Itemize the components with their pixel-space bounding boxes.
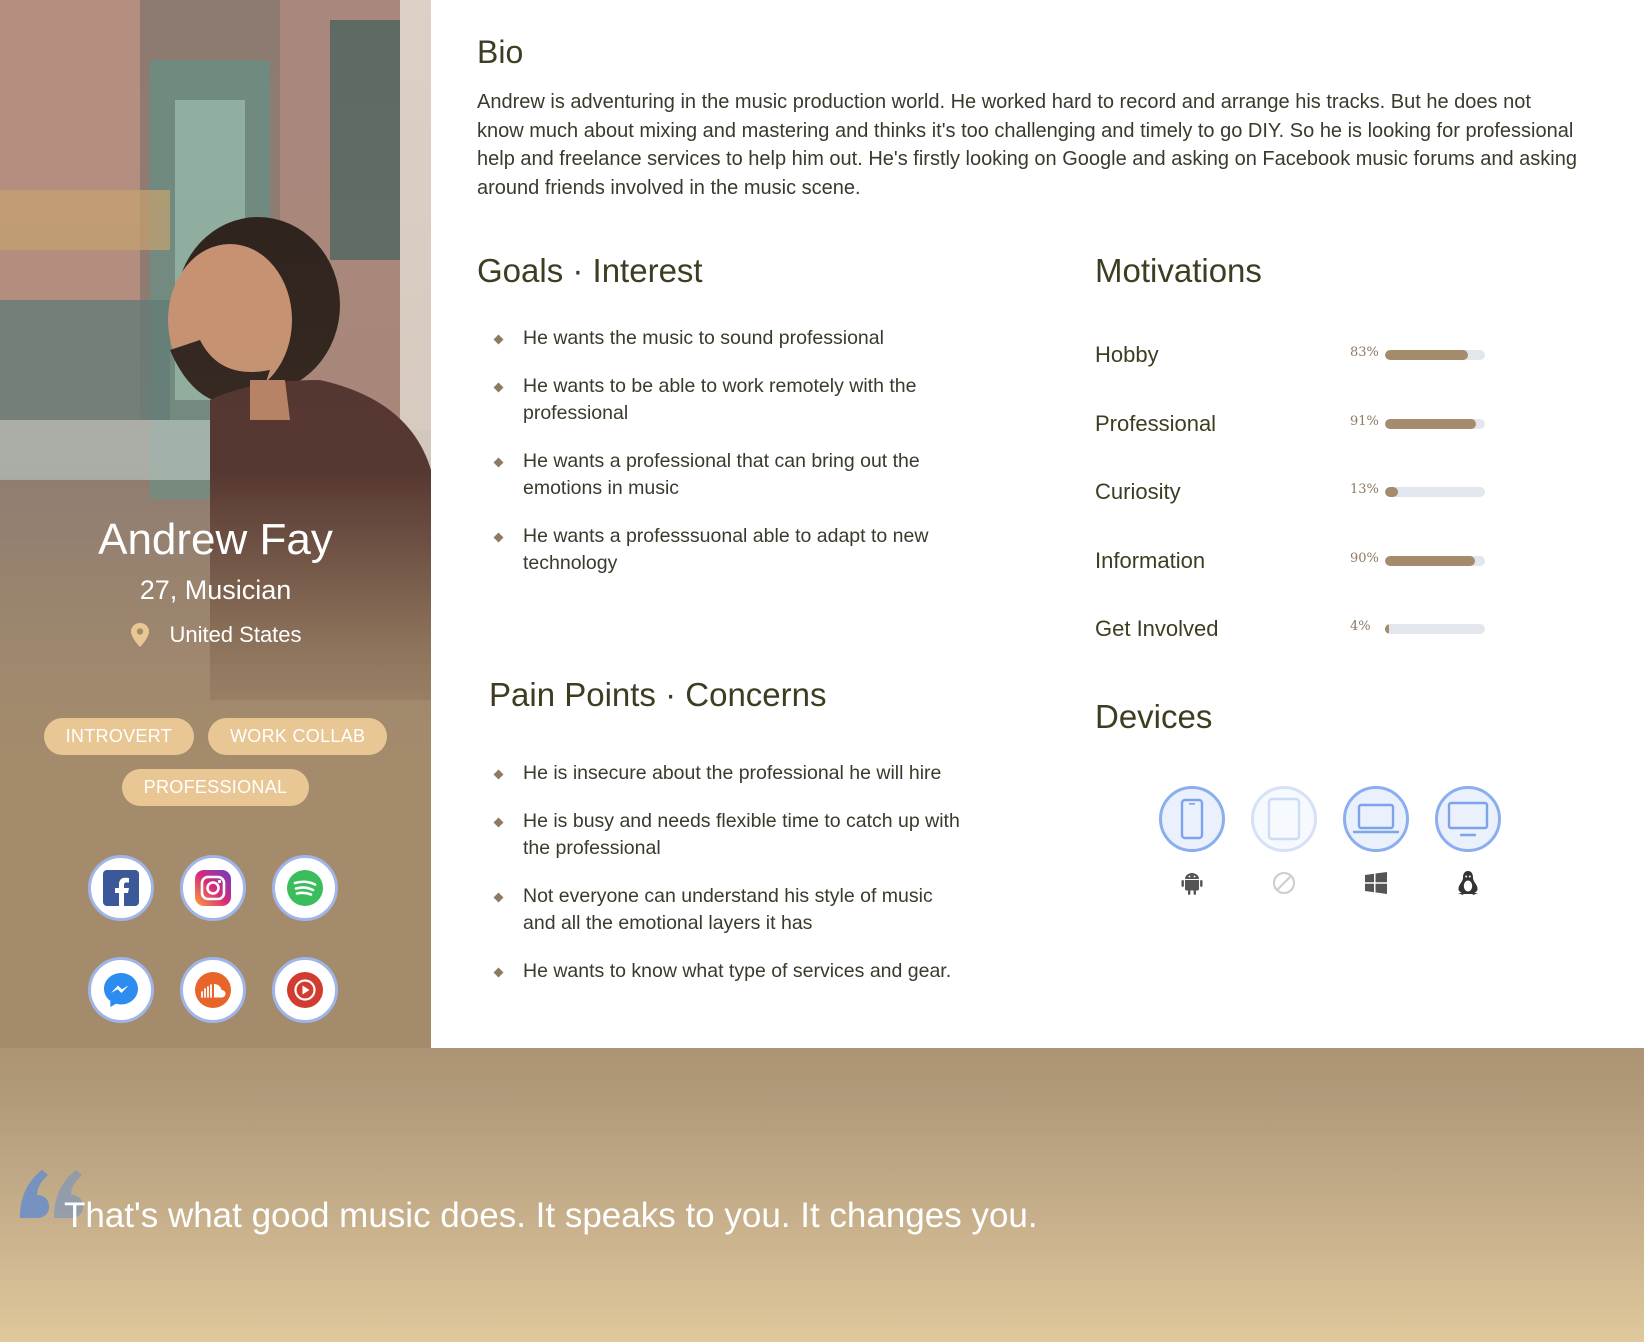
soundcloud-icon[interactable] bbox=[180, 957, 246, 1023]
motivation-label: Get Involved bbox=[1095, 616, 1219, 641]
motivation-row bbox=[1095, 336, 1515, 405]
android-icon bbox=[1159, 866, 1225, 900]
motivation-bar-fill bbox=[1385, 487, 1398, 497]
instagram-icon[interactable] bbox=[180, 855, 246, 921]
persona-quote: That's what good music does. It speaks to you. It changes you. bbox=[64, 1196, 1038, 1235]
motivation-row bbox=[1095, 405, 1515, 474]
goals-heading: Goals · Interest bbox=[477, 252, 703, 289]
motivation-percent: 13% bbox=[1350, 482, 1379, 497]
list-item: He wants to be able to work remotely with the professional bbox=[493, 373, 963, 427]
motivation-bar-fill bbox=[1385, 624, 1389, 634]
location-pin-icon bbox=[129, 622, 151, 648]
motivation-row bbox=[1095, 610, 1515, 679]
bio-text: Andrew is adventuring in the music production world. He worked hard to record and arrange his tracks. But he does not know much about mixing and mastering and thinks it's too challenging and timely to go DIY. So he is looking for professional help and freelance services to help him out. He's firstly looking on Google and asking on Facebook music forums and asking around friends involved in the music scene. bbox=[477, 91, 1577, 199]
location-label: United States bbox=[169, 622, 302, 647]
motivation-bar bbox=[1385, 624, 1485, 634]
persona-location bbox=[0, 622, 431, 648]
youtube-icon[interactable] bbox=[272, 957, 338, 1023]
pain-points-list bbox=[493, 760, 963, 1006]
tag-work-collab: WORK COLLAB bbox=[208, 718, 387, 755]
facebook-icon[interactable] bbox=[88, 855, 154, 921]
persona-name: Andrew Fay bbox=[98, 515, 333, 564]
persona-details-card bbox=[431, 0, 1644, 1048]
phone-icon bbox=[1159, 786, 1225, 852]
motivation-label: Curiosity bbox=[1095, 479, 1181, 504]
bio-heading: Bio bbox=[477, 34, 524, 70]
laptop-icon bbox=[1343, 786, 1409, 852]
motivation-bar bbox=[1385, 350, 1485, 360]
motivation-label: Hobby bbox=[1095, 342, 1159, 367]
motivation-percent: 4% bbox=[1350, 619, 1371, 634]
spotify-icon[interactable] bbox=[272, 855, 338, 921]
list-item: He wants a professsuonal able to adapt to new technology bbox=[493, 523, 963, 577]
messenger-icon[interactable] bbox=[88, 957, 154, 1023]
motivation-percent: 90% bbox=[1350, 550, 1379, 566]
not-available-icon bbox=[1251, 866, 1317, 900]
motivations-list bbox=[1095, 336, 1515, 679]
motivation-bar-fill bbox=[1385, 419, 1476, 429]
tag-professional: PROFESSIONAL bbox=[122, 769, 310, 806]
motivation-percent: 91% bbox=[1350, 413, 1379, 429]
motivation-bar bbox=[1385, 419, 1485, 429]
tag-introvert: INTROVERT bbox=[44, 718, 194, 755]
list-item: He is insecure about the professional he will hire bbox=[493, 760, 963, 787]
list-item: He is busy and needs flexible time to catch up with the professional bbox=[493, 808, 963, 862]
trait-tags bbox=[24, 718, 407, 806]
windows-icon bbox=[1343, 866, 1409, 900]
motivation-bar bbox=[1385, 487, 1485, 497]
devices-grid bbox=[1159, 786, 1501, 900]
list-item: He wants the music to sound professional bbox=[493, 325, 963, 352]
motivation-label: Information bbox=[1095, 547, 1206, 573]
desktop-icon bbox=[1435, 786, 1501, 852]
social-links bbox=[88, 855, 348, 1023]
motivation-label: Professional bbox=[1095, 410, 1217, 436]
pain-points-heading: Pain Points · Concerns bbox=[489, 676, 827, 713]
tablet-icon bbox=[1251, 786, 1317, 852]
linux-icon bbox=[1435, 866, 1501, 900]
goals-list bbox=[493, 325, 963, 598]
motivation-bar-fill bbox=[1385, 556, 1475, 566]
list-item: He wants a professional that can bring out the emotions in music bbox=[493, 448, 963, 502]
profile-panel bbox=[0, 0, 431, 1048]
motivations-heading: Motivations bbox=[1095, 252, 1262, 289]
motivation-percent: 83% bbox=[1350, 345, 1379, 360]
list-item: He wants to know what type of services and gear. bbox=[493, 958, 963, 985]
motivation-row bbox=[1095, 473, 1515, 542]
motivation-row bbox=[1095, 542, 1515, 611]
devices-heading: Devices bbox=[1095, 698, 1213, 735]
list-item: Not everyone can understand his style of music and all the emotional layers it has bbox=[493, 883, 963, 937]
motivation-bar bbox=[1385, 556, 1485, 566]
persona-age-role: 27, Musician bbox=[139, 575, 292, 605]
motivation-bar-fill bbox=[1385, 350, 1468, 360]
